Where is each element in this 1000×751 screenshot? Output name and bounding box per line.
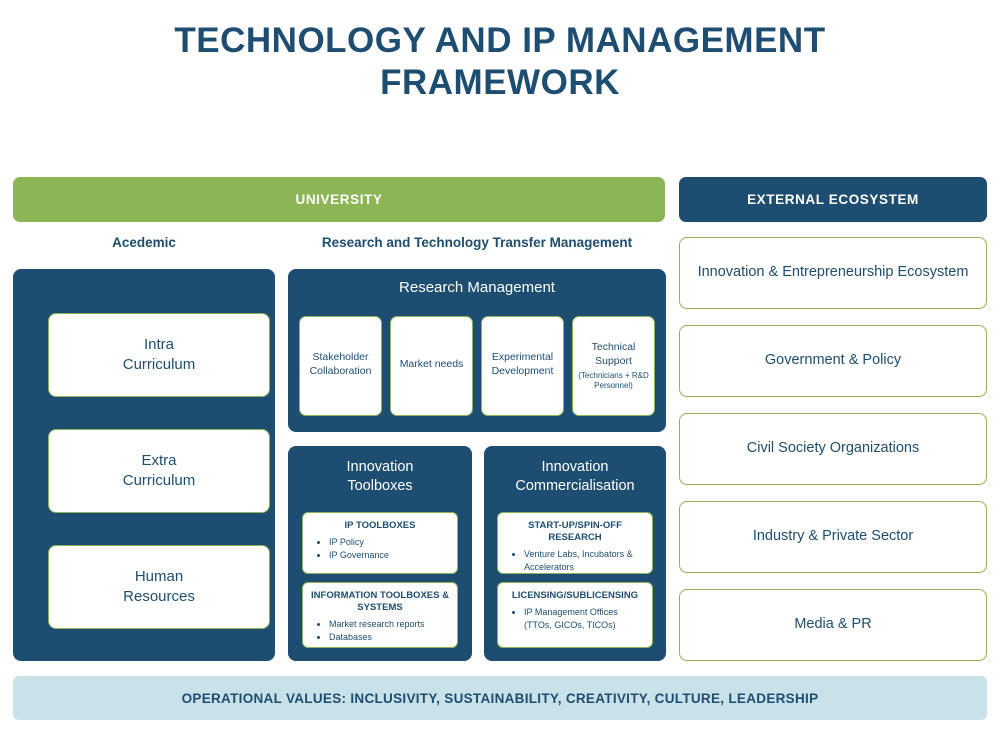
research-card-technical-support bbox=[572, 316, 655, 416]
list-item: • IP Management Offices (TTOs, GICOs, TICOs) bbox=[524, 606, 646, 633]
external-card-industry-private-sector: Industry & Private Sector bbox=[679, 501, 987, 573]
information-toolboxes-title: INFORMATION TOOLBOXES & SYSTEMS bbox=[311, 590, 449, 613]
research-card-stakeholder-collaboration bbox=[299, 316, 382, 416]
startup-spinoff-research-title: START-UP/SPIN-OFF RESEARCH bbox=[528, 520, 622, 543]
academic-panel bbox=[13, 269, 275, 661]
external-card-civil-society-organizations: Civil Society Organizations bbox=[679, 413, 987, 485]
list-item: • IP Governance bbox=[329, 549, 451, 563]
research-card-experimental-development bbox=[481, 316, 564, 416]
academic-card-extra-curriculum: Extra Curriculum bbox=[48, 429, 270, 513]
innovation-commercialisation-title: Innovation Commercialisation bbox=[515, 459, 635, 494]
ip-toolboxes-title: IP TOOLBOXES bbox=[344, 520, 416, 531]
innovation-commercialisation-panel bbox=[484, 446, 666, 661]
external-ecosystem-header-bar bbox=[679, 177, 987, 222]
academic-subheader: Acedemic bbox=[112, 235, 176, 250]
list-item: • Venture Labs, Incubators & Accelerators bbox=[524, 548, 646, 575]
page-title: TECHNOLOGY AND IP MANAGEMENT FRAMEWORK bbox=[174, 21, 826, 102]
list-item: • Databases bbox=[329, 631, 451, 645]
research-card-market-needs bbox=[390, 316, 473, 416]
list-item: • Market research reports bbox=[329, 618, 451, 632]
innovation-toolboxes-panel bbox=[288, 446, 472, 661]
licensing-sublicensing-box bbox=[497, 582, 653, 648]
research-management-title: Research Management bbox=[399, 279, 555, 296]
research-management-panel bbox=[288, 269, 666, 432]
research-card-label: Stakeholder Collaboration bbox=[309, 351, 372, 377]
innovation-toolboxes-title: Innovation Toolboxes bbox=[346, 459, 414, 494]
information-toolboxes-box bbox=[302, 582, 458, 648]
academic-card-human-resources: Human Resources bbox=[48, 545, 270, 629]
research-card-label: Technical Support bbox=[591, 341, 636, 367]
research-card-label: Experimental Development bbox=[491, 351, 554, 377]
academic-card-intra-curriculum: Intra Curriculum bbox=[48, 313, 270, 397]
external-card-media-pr: Media & PR bbox=[679, 589, 987, 661]
research-transfer-subheader: Research and Technology Transfer Management bbox=[321, 235, 633, 250]
list-item: • IP Policy bbox=[329, 536, 451, 550]
operational-values-footer: OPERATIONAL VALUES: INCLUSIVITY, SUSTAINABILITY, CREATIVITY, CULTURE, LEADERSHIP bbox=[13, 676, 987, 720]
research-card-sub: (Technicians + R&D Personnel) bbox=[578, 370, 649, 390]
external-ecosystem-header-label: EXTERNAL ECOSYSTEM bbox=[747, 192, 919, 207]
external-card-government-policy: Government & Policy bbox=[679, 325, 987, 397]
startup-spinoff-research-box bbox=[497, 512, 653, 574]
university-header-label: UNIVERSITY bbox=[295, 192, 383, 207]
ip-toolboxes-box bbox=[302, 512, 458, 574]
licensing-sublicensing-list bbox=[504, 606, 646, 633]
ip-toolboxes-list bbox=[309, 536, 451, 563]
information-toolboxes-list bbox=[309, 618, 451, 645]
licensing-sublicensing-title: LICENSING/SUBLICENSING bbox=[511, 590, 639, 601]
startup-spinoff-research-list bbox=[504, 548, 646, 575]
university-header-bar bbox=[13, 177, 665, 222]
research-card-label: Market needs bbox=[399, 358, 464, 371]
external-card-innovation-entrepreneurship-ecosystem: Innovation & Entrepreneurship Ecosystem bbox=[679, 237, 987, 309]
